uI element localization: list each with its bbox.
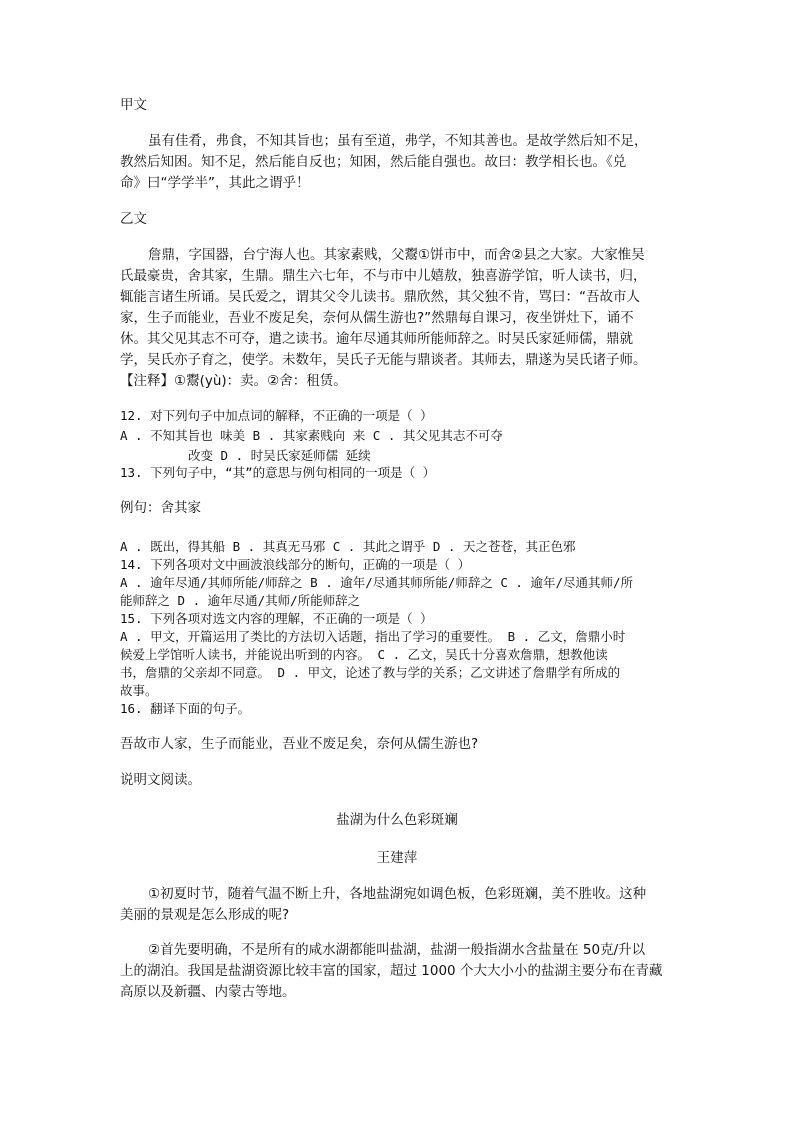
article-para-2-line-2: 上的湖泊。我国是盐湖资源比较丰富的国家，超过 1000 个大大小小的盐湖主要分布在青藏 — [120, 963, 663, 979]
article-para-2-line-3: 高原以及新疆、内蒙古等地。 — [120, 984, 296, 1000]
q15-stem: 15. 下列各项对选文内容的理解，不正确的一项是（ ） — [120, 611, 433, 626]
article-title: 盐湖为什么色彩斑斓 — [336, 812, 458, 828]
article-para-1-line-1: ①初夏时节，随着气温不断上升，各地盐湖宛如调色板，色彩斑斓，美不胜收。这种 — [148, 886, 647, 902]
yi-line-1: 詹鼎，字国器，台宁海人也。其家素贱，父鬻①饼市中，而舍②县之大家。大家惟吴 — [148, 247, 645, 263]
yi-line-4: 家，生子而能业，吾业不废足矣，奈何从儒生游也?”然鼎每自课习，夜坐饼灶下，诵不 — [120, 310, 634, 326]
heading-yi: 乙文 — [120, 211, 147, 227]
article-para-1-line-2: 美丽的景观是怎么形成的呢? — [120, 907, 290, 923]
q12-options-line-2: 改变 D . 时吴氏家延师儒 延续 — [188, 448, 371, 463]
q15-option-line-4: 故事。 — [120, 683, 158, 698]
q16-stem: 16. 翻译下面的句子。 — [120, 701, 251, 716]
annotation-note: 【注释】①鬻(yù)：卖。②舍：租赁。 — [120, 373, 347, 389]
jia-line-1: 虽有佳肴，弗食，不知其旨也；虽有至道，弗学，不知其善也。是故学然后知不足， — [148, 133, 648, 149]
q14-options-line-1: A . 逾年尽通/其师所能/师辞之 B . 逾年/尽通其师所能/师辞之 C . 逾年/尽通其师/所 — [120, 575, 634, 590]
q13-example: 例句：舍其家 — [120, 500, 201, 516]
q13-stem: 13. 下列句子中，“其”的意思与例句相同的一项是（ ） — [120, 465, 436, 480]
q14-stem: 14. 下列各项对文中画波浪线部分的断句，正确的一项是（ ） — [120, 557, 471, 572]
q14-options-line-2: 能师辞之 D . 逾年尽通/其师/所能师辞之 — [120, 593, 361, 608]
jia-line-3: 命》曰“学学半”，其此之谓乎！ — [120, 175, 310, 191]
q16-sentence: 吾故市人家，生子而能业，吾业不废足矣，奈何从儒生游也? — [120, 736, 479, 752]
yi-line-6: 学，吴氏亦子育之，使学。未数年，吴氏子无能与鼎谈者。其师去，鼎遂为吴氏诸子师。 — [120, 352, 647, 368]
q15-option-line-2: 候爱上学馆听人读书，并能说出听到的内容。 C . 乙文，吴氏十分喜欢詹鼎，想教他读 — [120, 647, 608, 662]
article-para-2-line-1: ②首先要明确，不是所有的咸水湖都能叫盐湖，盐湖一般指湖水含盐量在 50克/升以 — [148, 942, 646, 958]
jia-line-2: 教然后知困。知不足，然后能自反也；知困，然后能自强也。故曰：教学相长也。《兑 — [120, 154, 627, 170]
q13-options: A . 既出，得其船 B . 其真无马邪 C . 其此之谓乎 D . 天之苍苍，其正色邪 — [120, 539, 576, 554]
yi-line-3: 辄能言诸生所诵。吴氏爱之，谓其父令儿读书。鼎欣然，其父独不肯，骂曰：“吾故市人 — [120, 289, 640, 305]
section-label: 说明文阅读。 — [120, 772, 201, 788]
q15-option-line-1: A . 甲文，开篇运用了类比的方法切入话题，指出了学习的重要性。 B . 乙文，詹鼎小时 — [120, 629, 626, 644]
q12-stem: 12. 对下列句子中加点词的解释，不正确的一项是（ ） — [120, 408, 433, 423]
article-author: 王建萍 — [376, 850, 418, 866]
yi-line-2: 氏最豪贵，舍其家，生鼎。鼎生六七年，不与市中儿嬉敖，独喜游学馆，听人读书，归， — [120, 268, 647, 284]
heading-jia: 甲文 — [120, 97, 147, 113]
yi-line-5: 休。其父见其志不可夺，遣之读书。逾年尽通其师所能师辞之。时吴氏家延师儒，鼎就 — [120, 331, 633, 347]
q15-option-line-3: 书，詹鼎的父亲却不同意。 D . 甲文，论述了教与学的关系；乙文讲述了詹鼎学有所成的 — [120, 665, 621, 680]
q12-options-line-1: A . 不知其旨也 味美 B . 其家素贱向 来 C . 其父见其志不可夺 — [120, 428, 503, 443]
